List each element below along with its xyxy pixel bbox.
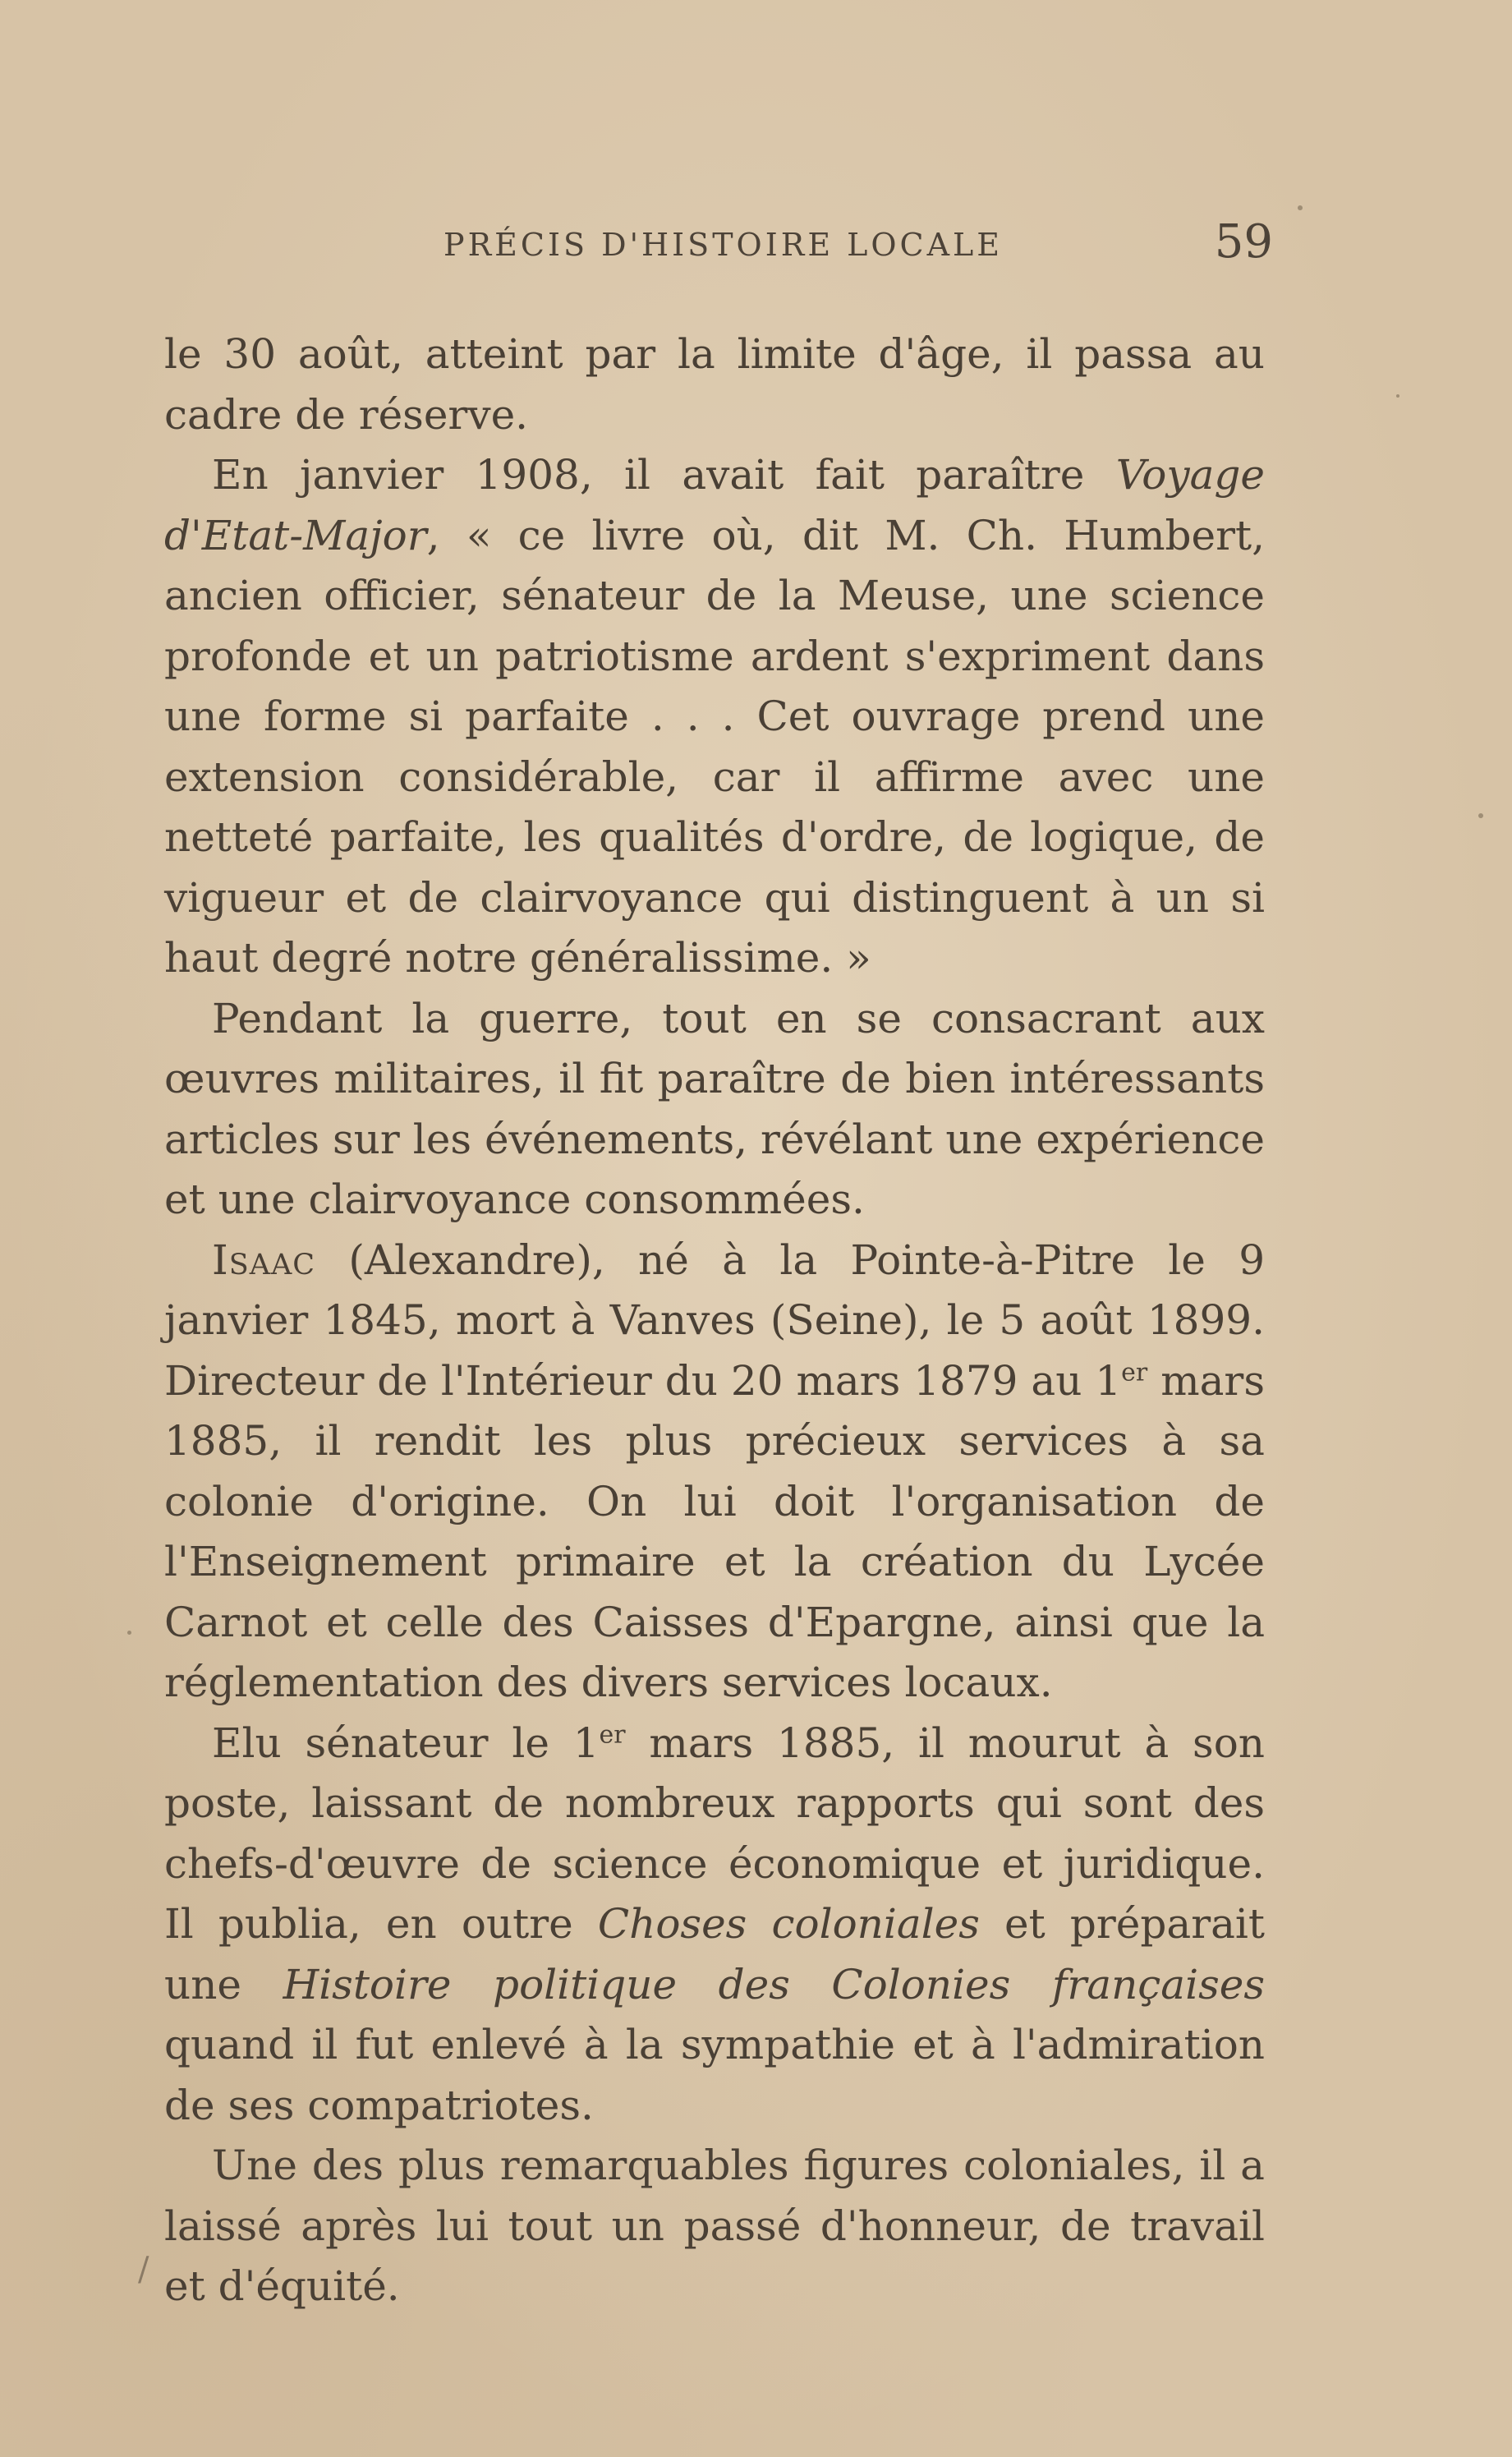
paragraph-4-text-b: mars 1885, il rendit les plus précieux services à sa colonie d'origine. On lui doit l'organisation de l'Enseignement primaire et la création du Lycée Carnot et celle des Caisses d'Epargne, ainsi que la réglementation des divers services locaux. [164,1356,1265,1706]
paragraph-3 [164,989,1265,1231]
paper-speck [127,1631,131,1635]
paragraph-2-lead: En janvier 1908, il avait fait paraître [212,451,1116,499]
paragraph-6 [164,2136,1265,2317]
paper-speck [1396,394,1399,398]
ordinal-superscript: er [1121,1357,1148,1387]
book-title-choses-coloniales: Choses coloniales [597,1900,980,1948]
paragraph-5-text-b: mars 1885, il mourut à son poste, laissant de nombreux rapports qui sont des chefs-d'œuvre de science économique et juridique. Il publia, en outre [164,1719,1266,1948]
paper-speck [1478,813,1483,818]
paragraph-3-text: Pendant la guerre, tout en se consacrant aux œuvres militaires, il fit paraître de bien intéressants articles sur les événements, révélant une expérience et une clairvoyance consommées. [164,994,1265,1223]
book-title-voyage: Voyage d'Etat-Major [164,451,1265,559]
ordinal-superscript: er [599,1719,626,1749]
running-head [164,215,1273,273]
paragraph-5-text-a: Elu sénateur le 1 [212,1719,600,1767]
paragraph-5-text-c: et préparait une [164,1900,1265,2008]
paragraph-6-text: Une des plus remarquables figures coloniales, il a laissé après lui tout un passé d'honneur, de travail et d'équité. [164,2142,1265,2310]
running-title: PRÉCIS D'HISTOIRE LOCALE [443,227,1004,263]
paragraph-2 [164,445,1265,989]
paper-speck [1298,205,1303,210]
entry-name-isaac: Isaac [212,1235,316,1284]
paragraph-5 [164,1714,1265,2137]
paragraph-1 [164,324,1265,445]
paragraph-4 [164,1231,1265,1714]
page-number: 59 [1214,215,1273,269]
paragraph-5-text-d: quand il fut enlevé à la sympathie et à l'admiration de ses compatriotes. [164,2021,1265,2129]
paragraph-4-text-a: (Alexandre), né à la Pointe-à-Pitre le 9 janvier 1845, mort à Vanves (Seine), le 5 août 1899. Directeur de l'Intérieur du 20 mars 1879 au 1 [164,1235,1265,1405]
paragraph-2-quote: , « ce livre où, dit M. Ch. Humbert, ancien officier, sénateur de la Meuse, une science profonde et un patriotisme ardent s'expriment dans une forme si parfaite . . . Cet ouvrage prend une extension considérable, car il affirme avec une netteté parfaite, les qualités d'ordre, de logique, de vigueur et de clairvoyance qui distinguent à un si haut degré notre généralissime. » [164,511,1265,982]
paragraph-1-text: le 30 août, atteint par la limite d'âge, il passa au cadre de réserve. [164,330,1265,439]
body-text [164,324,1265,2317]
pencil-mark: / [138,2251,149,2289]
book-title-histoire-politique: Histoire politique des Colonies françaises [283,1960,1266,2008]
